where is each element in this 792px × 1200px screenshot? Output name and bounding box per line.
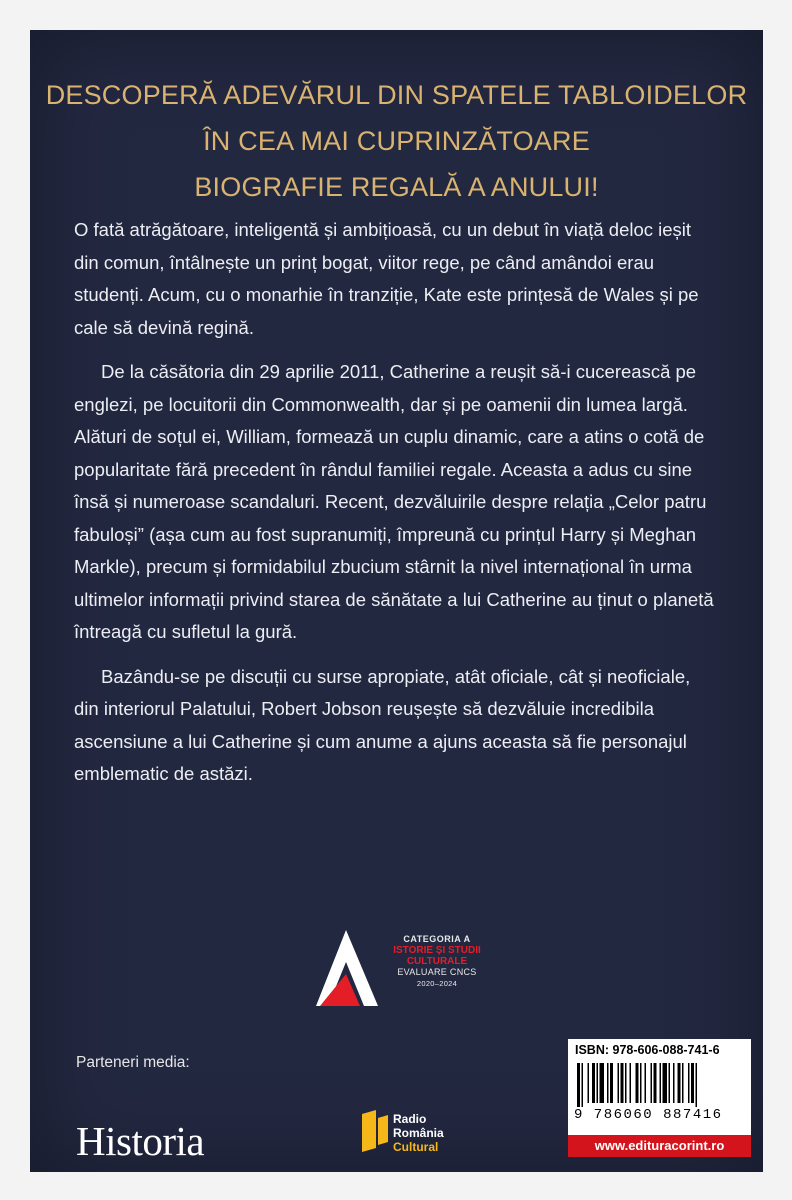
back-cover (30, 30, 763, 1172)
radio-word: Radio (393, 1112, 427, 1126)
category-field: ISTORIE ȘI STUDII CULTURALE (393, 945, 481, 967)
cultural-word: Cultural (393, 1140, 439, 1154)
category-badge-text (382, 934, 492, 989)
barcode-bar (582, 1063, 584, 1107)
barcode-bar (607, 1063, 609, 1103)
category-a-logo-icon (316, 930, 380, 1006)
isbn-barcode-box (568, 1039, 751, 1157)
evaluation-label: EVALUARE CNCS (397, 967, 477, 977)
category-label: CATEGORIA A (403, 934, 471, 944)
barcode-bar (600, 1063, 605, 1103)
historia-logo: Historia (76, 1118, 205, 1164)
evaluation-period: 2020–2024 (416, 979, 458, 988)
barcode-bar (673, 1063, 675, 1103)
barcode-bar (618, 1063, 620, 1103)
barcode-bar (691, 1063, 694, 1103)
barcode-digits: 9 786060 887416 (574, 1107, 723, 1123)
blurb-paragraph-3: Bazându-se pe discuții cu surse apropiate, atât oficiale, cât și neoficiale, din interiorul Palatului, Robert Jobson reușește să dezvăluie incredibila ascensiune a lui Catherine și cum anume a ajuns aceasta să fie personajul emblematic de astăzi. (74, 665, 691, 784)
romania-word: România (393, 1126, 444, 1140)
blurb-paragraph-2: De la căsătoria din 29 aprilie 2011, Catherine a reușit să-i cucerească pe englezi, pe locuitorii din Commonwealth, dar și pe oamenii din lumea largă. Alături de soțul ei, William, formează un cuplu dinamic, care a atins o cotă de popularitate fără precedent în rândul familiei regale. Aceasta a adus cu sine însă și numeroase scandaluri. Recent, dezvăluirile despre relația „Celor patru fabuloși” (așa cum au fost supranumiți, împreună cu prințul Harry și Meghan Markle), precum și formidabilul zbucium stârnit la nivel internațional în urma ultimelor informații privind starea de sănătate a lui Catherine au ținut o planetă întreagă cu sufletul la gură. (74, 361, 714, 642)
barcode-bar (669, 1063, 671, 1103)
barcode-bar (592, 1063, 595, 1103)
barcode-bar (645, 1063, 647, 1103)
barcode-bar (588, 1063, 590, 1103)
barcode-bar (625, 1063, 627, 1103)
barcode-bar (577, 1063, 580, 1107)
headline-line-1: DESCOPERĂ ADEVĂRUL DIN SPATELE TABLOIDELOR (45, 80, 748, 110)
barcode (577, 1063, 743, 1107)
barcode-bar (640, 1063, 642, 1103)
barcode-bar (696, 1063, 698, 1107)
publisher-website: www.edituracorint.ro (568, 1135, 751, 1157)
headline-line-3: BIOGRAFIE REGALĂ A ANULUI! (194, 172, 599, 202)
headline-line-2: ÎN CEA MAI CUPRINZĂTOARE (203, 126, 590, 156)
headline (30, 72, 763, 210)
barcode-bar (610, 1063, 613, 1103)
radio-wave-icon (360, 1108, 390, 1152)
barcode-bar (654, 1063, 657, 1103)
barcode-bar (663, 1063, 668, 1103)
barcode-bar (682, 1063, 684, 1103)
barcode-bar (630, 1063, 632, 1103)
barcode-bar (688, 1063, 690, 1103)
radio-romania-cultural-logo (360, 1108, 480, 1160)
barcode-bar (651, 1063, 653, 1103)
blurb (74, 214, 714, 803)
category-badge (316, 930, 516, 1010)
barcode-bar (597, 1063, 599, 1103)
barcode-bar (678, 1063, 681, 1103)
barcode-bar (621, 1063, 624, 1103)
barcode-bar (660, 1063, 662, 1103)
barcode-bar (636, 1063, 639, 1103)
blurb-paragraph-1: O fată atrăgătoare, inteligentă și ambițioasă, cu un debut în viață deloc ieșit din comun, întâlnește un prinț bogat, viitor rege, pe când amândoi erau studenți. Acum, cu o monarhie în tranziție, Kate este prințesă de Wales și pe cale să devină regină. (74, 219, 699, 338)
radio-logo-text (393, 1112, 444, 1154)
media-partners-label: Parteneri media: (76, 1054, 190, 1071)
isbn-label: ISBN: 978-606-088-741-6 (575, 1043, 720, 1057)
